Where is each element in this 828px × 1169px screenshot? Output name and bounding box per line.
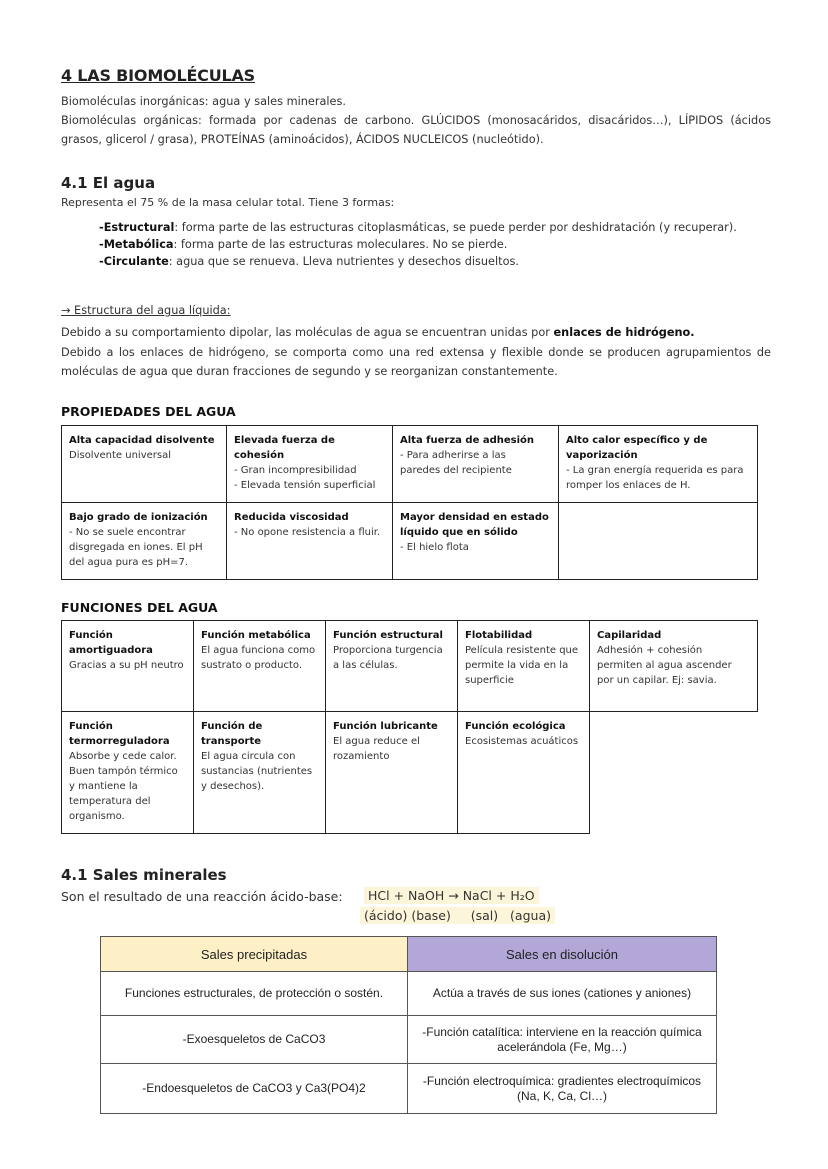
table-cell: Bajo grado de ionización - No se suele encontrar disgregada en iones. El pH del agua pura es pH=7. [62,503,227,580]
reaction-labels: (ácido) (base) (sal) (agua) [360,907,555,924]
table-row [62,426,758,503]
estructura-paragraph-1: Debido a su comportamiento dipolar, las moléculas de agua se encuentran unidas por enlaces de hidrógeno. [61,326,695,339]
table-cell: Alta capacidad disolvente Disolvente universal [62,426,227,503]
table-cell: Función lubricante El agua reduce el rozamiento [326,712,458,834]
estructura-subtitle: → Estructura del agua líquida: [61,304,231,317]
table-cell: Funciones estructurales, de protección o sostén. [101,972,408,1016]
page-title: 4 LAS BIOMOLÉCULAS [61,66,256,85]
funciones-table [61,620,758,834]
form-item-circulante: -Circulante: agua que se renueva. Lleva nutrientes y desechos disueltos. [99,255,519,268]
table-row [101,1016,717,1064]
intro-organic: Biomoléculas orgánicas: formada por cadenas de carbono. GLÚCIDOS (monosacáridos, disacáridos…), LÍPIDOS (ácidos grasos, glicerol / grasa), PROTEÍNAS (aminoácidos), ÁCIDOS NUCLEICOS (nucleótido). [61,114,771,146]
propiedades-heading: PROPIEDADES DEL AGUA [61,404,236,419]
column-header-precipitadas: Sales precipitadas [101,937,408,972]
table-cell: Función amortiguadora Gracias a su pH neutro [62,621,194,712]
table-row [62,712,758,834]
table-cell-empty [590,712,758,834]
table-cell: -Función electroquímica: gradientes electroquímicos (Na, K, Ca, Cl…) [408,1064,717,1114]
reaction-equation: HCl + NaOH → NaCl + H₂O [364,887,539,904]
funciones-heading: FUNCIONES DEL AGUA [61,600,218,615]
table-cell: Función termorreguladora Absorbe y cede calor. Buen tampón térmico y mantiene la temperatura del organismo. [62,712,194,834]
table-cell: Función metabólica El agua funciona como sustrato o producto. [194,621,326,712]
sales-table [100,936,717,1114]
table-row [101,972,717,1016]
section-agua-heading: 4.1 El agua [61,174,156,192]
table-cell: Mayor densidad en estado líquido que en sólido - El hielo flota [393,503,559,580]
table-row [101,1064,717,1114]
table-row [62,621,758,712]
estructura-paragraph-2: Debido a los enlaces de hidrógeno, se comporta como una red extensa y flexible donde se producen agrupamientos de moléculas de agua que duran fracciones de segundo y se reorganizan constantemente. [61,346,771,378]
section-sales-heading: 4.1 Sales minerales [61,866,227,884]
table-cell-empty [559,503,758,580]
sales-intro: Son el resultado de una reacción ácido-base: [61,889,343,904]
table-cell: Función de transporte El agua circula con sustancias (nutrientes y desechos). [194,712,326,834]
table-cell: Reducida viscosidad - No opone resistencia a fluir. [227,503,393,580]
table-header-row [101,937,717,972]
table-cell: -Endoesqueletos de CaCO3 y Ca3(PO4)2 [101,1064,408,1114]
form-item-estructural: -Estructural: forma parte de las estructuras citoplasmáticas, se puede perder por deshidratación (y recuperar). [99,221,737,234]
agua-intro: Representa el 75 % de la masa celular total. Tiene 3 formas: [61,196,395,209]
table-row [62,503,758,580]
propiedades-table [61,425,758,580]
table-cell: Alta fuerza de adhesión - Para adherirse a las paredes del recipiente [393,426,559,503]
intro-inorganic: Biomoléculas inorgánicas: agua y sales minerales. [61,95,346,108]
table-cell: Función estructural Proporciona turgencia a las células. [326,621,458,712]
agua-forms-list [99,219,771,270]
table-cell: Función ecológica Ecosistemas acuáticos [458,712,590,834]
table-cell: Actúa a través de sus iones (cationes y aniones) [408,972,717,1016]
column-header-disolucion: Sales en disolución [408,937,717,972]
table-cell: -Función catalítica: interviene en la reacción química acelerándola (Fe, Mg…) [408,1016,717,1064]
table-cell: Elevada fuerza de cohesión - Gran incompresibilidad - Elevada tensión superficial [227,426,393,503]
table-cell: -Exoesqueletos de CaCO3 [101,1016,408,1064]
form-item-metabolica: -Metabólica: forma parte de las estructuras moleculares. No se pierde. [99,238,508,251]
table-cell: Capilaridad Adhesión + cohesión permiten al agua ascender por un capilar. Ej: savia. [590,621,758,712]
table-cell: Alto calor específico y de vaporización - La gran energía requerida es para romper los enlaces de H. [559,426,758,503]
table-cell: Flotabilidad Película resistente que permite la vida en la superficie [458,621,590,712]
